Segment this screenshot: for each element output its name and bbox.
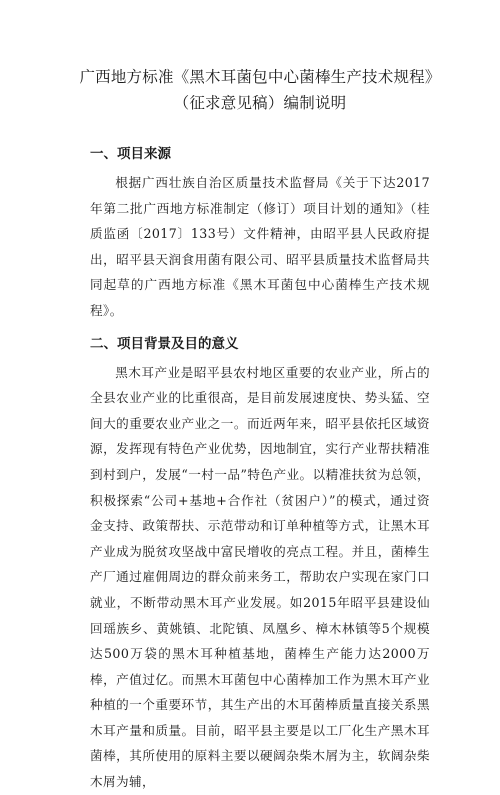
section-paragraph-project-source: 根据广西壮族自治区质量技术监督局《关于下达2017年第二批广西地方标准制定（修订）项目计划的通知》（桂质监函〔2017〕133号）文件精神，由昭平县人民政府提出，昭平县天润食用菌有限公司、昭平县质量技术监督局共同起草的广西地方标准《黑木耳菌包中心菌棒生产技术规程》。 bbox=[90, 175, 430, 318]
document-title bbox=[70, 64, 450, 116]
section-heading-project-source: 一、项目来源 bbox=[90, 146, 171, 162]
section-paragraph-background: 黑木耳产业是昭平县农村地区重要的农业产业，所占的全县农业产业的比重很高，是目前发展速度快、势头猛、空间大的重要农业产业之一。而近两年来，昭平县依托区域资源，发挥现有特色产业优势，因地制宜，实行产业帮扶精准到村到户，发展“一村一品”特色产业。以精准扶贫为总领，积极探索“公司+基地+合作社（贫困户）”的模式，通过资金支持、政策帮扶、示范带动和订单种植等方式，让黑木耳产业成为脱贫攻坚战中富民增收的亮点工程。并且，菌棒生产厂通过雇佣周边的群众前来务工，帮助农户实现在家门口就业，不断带动黑木耳产业发展。如2015年昭平县建设仙回瑶族乡、黄姚镇、北陀镇、凤凰乡、樟木林镇等5个规模达500万袋的黑木耳种植基地，菌棒生产能力达2000万棒，产值过亿。而黑木耳菌包中心菌棒加工作为黑木耳产业种植的一个重要环节，其生产出的木耳菌棒质量直接关系黑木耳产量和质量。目前，昭平县主要是以工厂化生产黑木耳菌棒，其所使用的原料主要以硬阔杂柴木屑为主，软阔杂柴木屑为辅， bbox=[90, 364, 430, 790]
section-heading-background: 二、项目背景及目的意义 bbox=[90, 335, 239, 352]
title-line-1: 广西地方标准《黑木耳菌包中心菌棒生产技术规程》 bbox=[79, 68, 441, 86]
title-line-2: （征求意见稿）编制说明 bbox=[173, 94, 347, 112]
